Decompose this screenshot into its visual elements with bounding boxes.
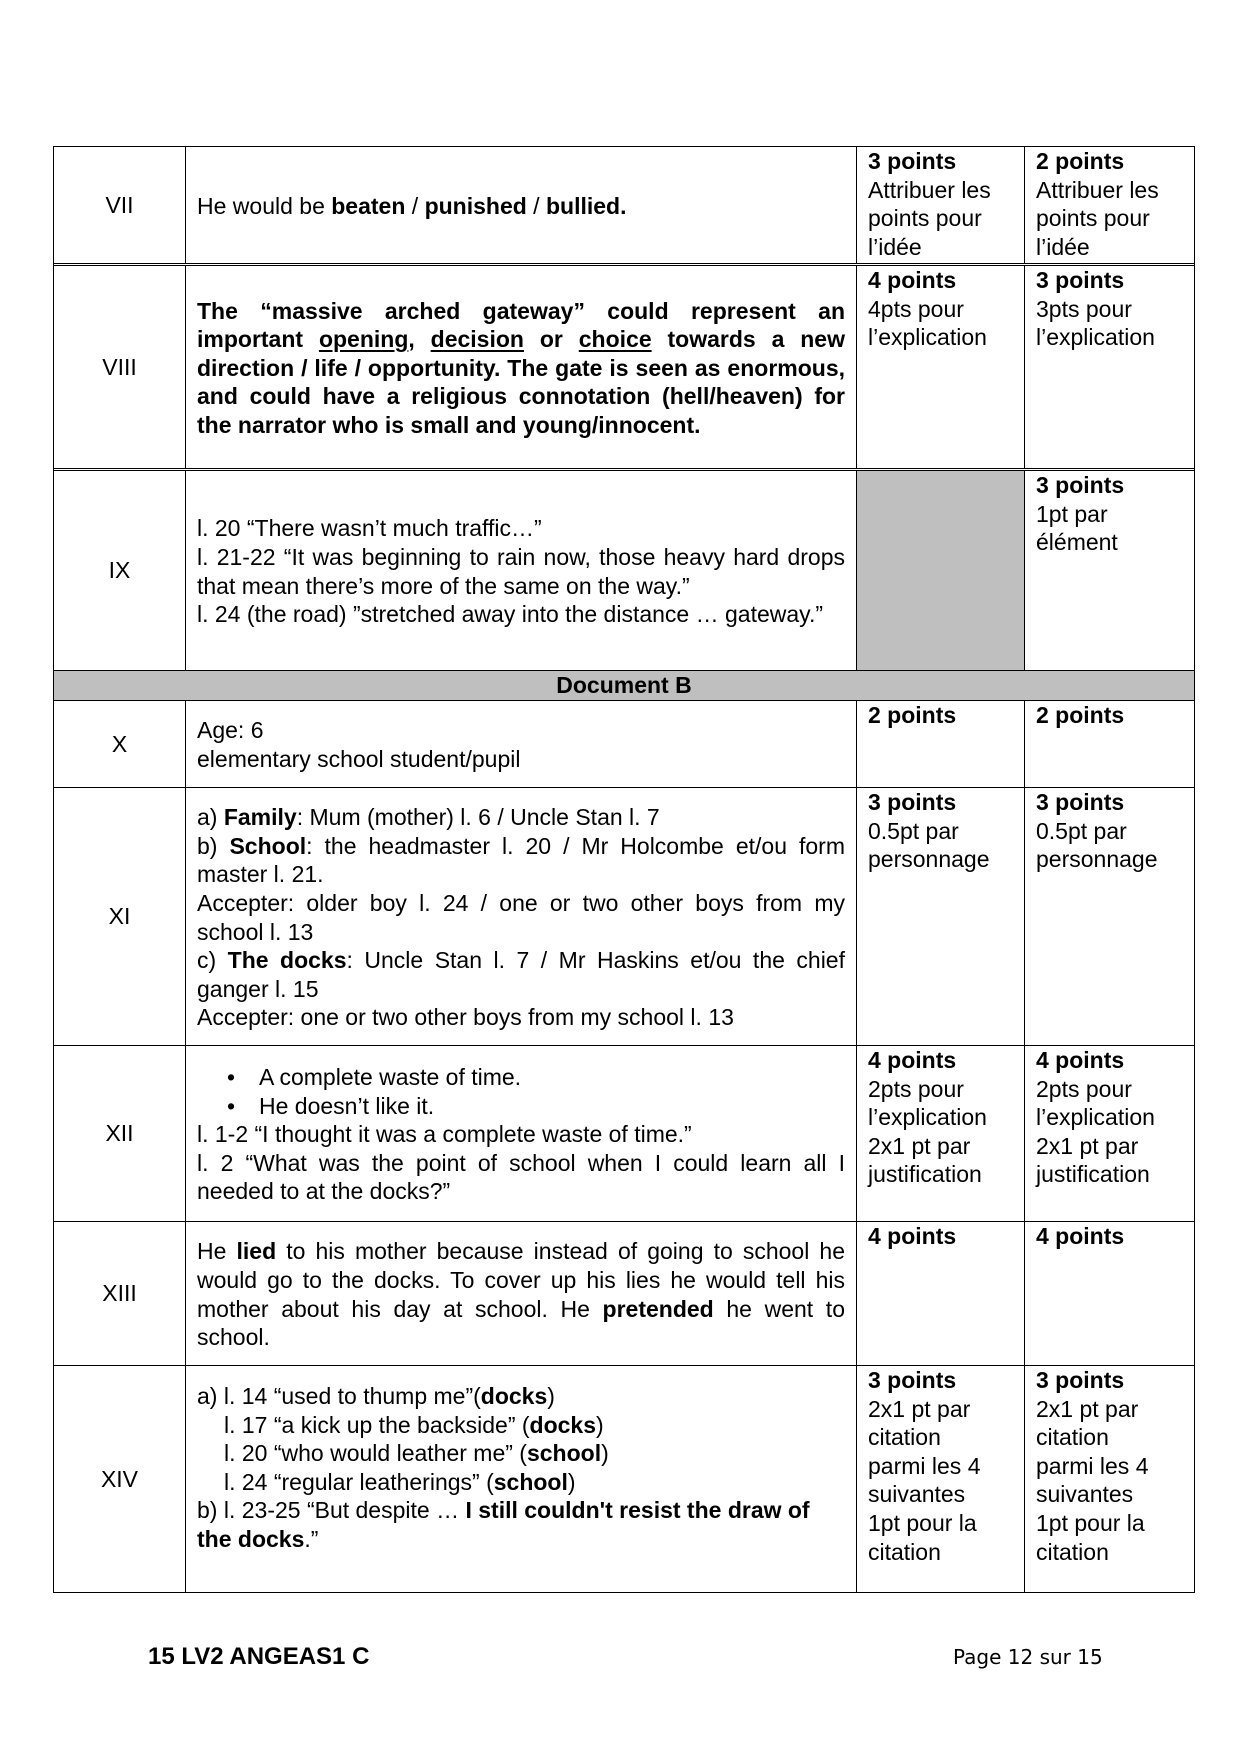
section-header: Document B [54, 670, 1194, 700]
answer-cell: He would be beaten / punished / bullied. [186, 147, 857, 263]
points-lv1-cell: 4 points [857, 1222, 1025, 1365]
points-lv1-cell: 3 points Attribuer les points pour l’idée [857, 147, 1025, 263]
marking-table [53, 146, 1195, 1593]
table-row [54, 1365, 1194, 1592]
points-lv1-cell: 3 points 2x1 pt par citation parmi les 4 suivantes 1pt pour la citation [857, 1366, 1025, 1592]
question-number: XI [54, 788, 186, 1045]
question-number: VII [54, 147, 186, 263]
table-row [54, 700, 1194, 787]
points-lv1-cell: 4 points 2pts pour l’explication 2x1 pt par justification [857, 1046, 1025, 1221]
question-number: VIII [54, 266, 186, 468]
question-number: X [54, 701, 186, 787]
exam-code: 15 LV2 ANGEAS1 C [148, 1643, 370, 1670]
points-lv2-cell: 4 points [1036, 1223, 1125, 1249]
answer-cell: The “massive arched gateway” could represent an important opening, decision or choice towards a new direction / life / opportunity. The gate is seen as enormous, and could have a religious connotation (hell/heaven) for the narrator who is small and young/innocent. [186, 266, 857, 468]
bullet-item: • A complete waste of time. [197, 1063, 845, 1092]
question-number: XII [54, 1046, 186, 1221]
points-lv1-cell-shaded [857, 471, 1025, 670]
answer-cell: a) l. 14 “used to thump me”(docks) l. 17 “a kick up the backside” (docks) l. 20 “who would leather me” (school) l. 24 “regular leatherings” (school) b) l. 23-25 “But despite … I still couldn't resist the draw of the docks.” [186, 1366, 857, 1592]
points-lv1-cell: 3 points 0.5pt par personnage [857, 788, 1025, 1045]
answer-cell: • A complete waste of time. • He doesn’t like it. l. 1-2 “I thought it was a complete waste of time.” l. 2 “What was the point of school when I could learn all I needed to at the docks?” [186, 1046, 857, 1221]
points-lv2-cell: 3 points 3pts pour l’explication [1036, 267, 1155, 351]
table-row [54, 787, 1194, 1045]
question-number: XIV [54, 1366, 186, 1592]
points-lv2-cell: 2 points [1036, 702, 1125, 728]
question-number: IX [54, 471, 186, 670]
points-lv2-cell: 2 points Attribuer les points pour l’idée [1036, 148, 1159, 260]
points-lv1-cell: 4 points 4pts pour l’explication [857, 266, 1025, 468]
points-lv2-cell: 3 points 2x1 pt par citation parmi les 4 suivantes 1pt pour la citation [1036, 1367, 1149, 1565]
answer-cell: a) Family: Mum (mother) l. 6 / Uncle Stan l. 7 b) School: the headmaster l. 20 / Mr Holcombe et/ou form master l. 21. Accepter: older boy l. 24 / one or two other boys from my school l. 13 c) The docks: Uncle Stan l. 7 / Mr Haskins et/ou the chief ganger l. 15 Accepter: one or two other boys from my school l. 13 [186, 788, 857, 1045]
answer-cell: He lied to his mother because instead of going to school he would go to the docks. To cover up his lies he would tell his mother about his day at school. He pretended he went to school. [186, 1222, 857, 1365]
points-lv2-cell: 3 points 0.5pt par personnage [1036, 789, 1158, 873]
bullet-item: • He doesn’t like it. [197, 1092, 845, 1121]
answer-cell: Age: 6 elementary school student/pupil [186, 701, 857, 787]
table-row [54, 1045, 1194, 1221]
table-row [54, 1221, 1194, 1365]
table-row [54, 263, 1194, 468]
points-lv2-cell: 3 points 1pt par élément [1036, 472, 1125, 556]
table-row [54, 147, 1194, 263]
points-lv1-cell: 2 points [857, 701, 1025, 787]
answer-cell: l. 20 “There wasn’t much traffic…” l. 21-22 “It was beginning to rain now, those heavy hard drops that mean there’s more of the same on the way.” l. 24 (the road) ”stretched away into the distance … gateway.” [186, 471, 857, 670]
points-lv2-cell: 4 points 2pts pour l’explication 2x1 pt par justification [1036, 1047, 1155, 1188]
table-row [54, 468, 1194, 670]
question-number: XIII [54, 1222, 186, 1365]
page-number: Page 12 sur 15 [953, 1645, 1103, 1669]
